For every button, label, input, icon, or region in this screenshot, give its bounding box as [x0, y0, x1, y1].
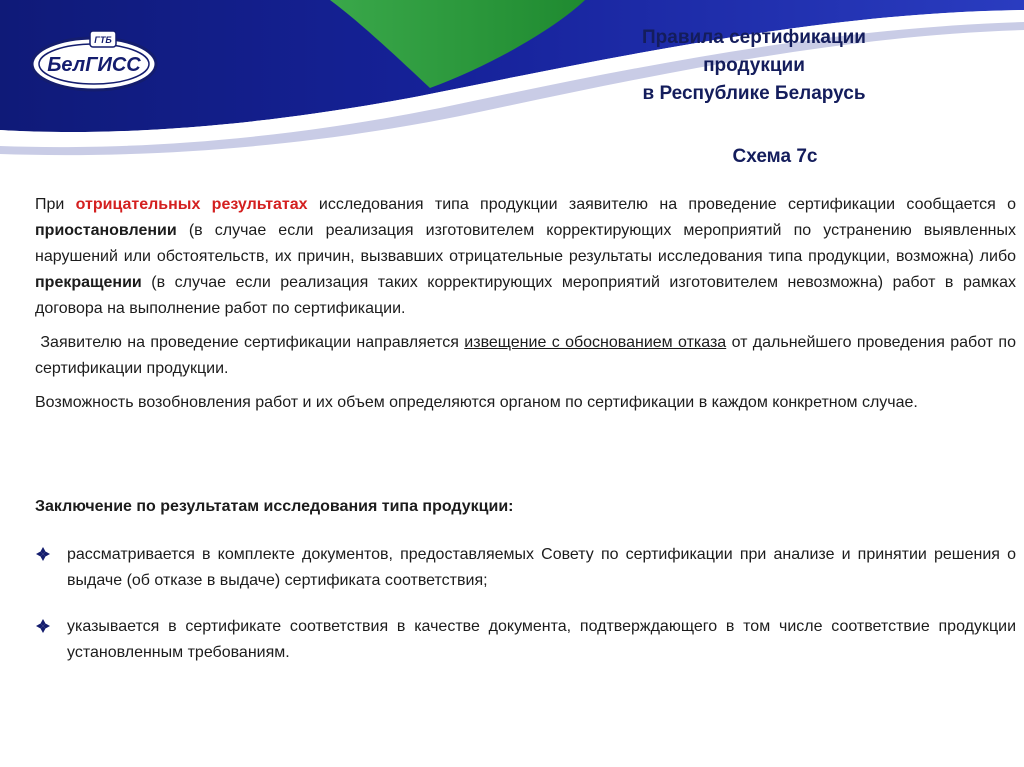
logo-badge: ГТБ [94, 35, 112, 45]
termination-term: прекращении [35, 274, 142, 291]
list-item-text: указывается в сертификате соответствия в качестве документа, подтверждающего в том числе соответствие продукции установленным требованиям. [67, 618, 1016, 661]
paragraph-negative-results: При отрицательных результатах исследования типа продукции заявителю на проведение сертификации сообщается о приостановлении (в случае если реализация изготовителем корректирующих мероприятий по устранению выявленных нарушений или обстоятельств, их причин, вызвавших отрицательные результаты исследования типа продукции, возможна) либо прекращении (в случае если реализация таких корректирующих мероприятий изготовителем невозможна) работ в рамках договора на выполнение работ по сертификации. [35, 196, 1016, 317]
belgiss-logo [30, 27, 158, 93]
title-line-2: продукции [703, 55, 805, 76]
conclusion-heading: Заключение по результатам исследования типа продукции: [35, 498, 514, 515]
list-item [35, 614, 1016, 666]
title-line-1: Правила сертификации [641, 27, 866, 48]
scheme-label: Схема 7с [732, 146, 818, 167]
suspension-term: приостановлении [35, 222, 177, 239]
diamond-bullet-icon [35, 546, 51, 562]
list-item [35, 542, 1016, 594]
logo-wordmark: БелГИСС [47, 54, 141, 76]
diamond-bullet-icon [35, 618, 51, 634]
paragraph-resumption: Возможность возобновления работ и их объем определяются органом по сертификации в каждом конкретном случае. [35, 394, 918, 411]
title-line-3: в Республике Беларусь [642, 83, 866, 104]
main-text [35, 192, 1016, 416]
refusal-notice-term: извещение с обоснованием отказа [464, 334, 727, 351]
page-title [560, 24, 948, 108]
paragraph-refusal-notice: Заявителю на проведение сертификации направляется извещение с обоснованием отказа от дальнейшего проведения работ по сертификации продукции. [35, 334, 1016, 377]
conclusion-list [35, 542, 1016, 666]
negative-results-highlight: отрицательных результатах [75, 196, 308, 213]
list-item-text: рассматривается в комплекте документов, предоставляемых Совету по сертификации при анализе и принятии решения о выдаче (об отказе в выдаче) сертификата соответствия; [67, 546, 1016, 589]
